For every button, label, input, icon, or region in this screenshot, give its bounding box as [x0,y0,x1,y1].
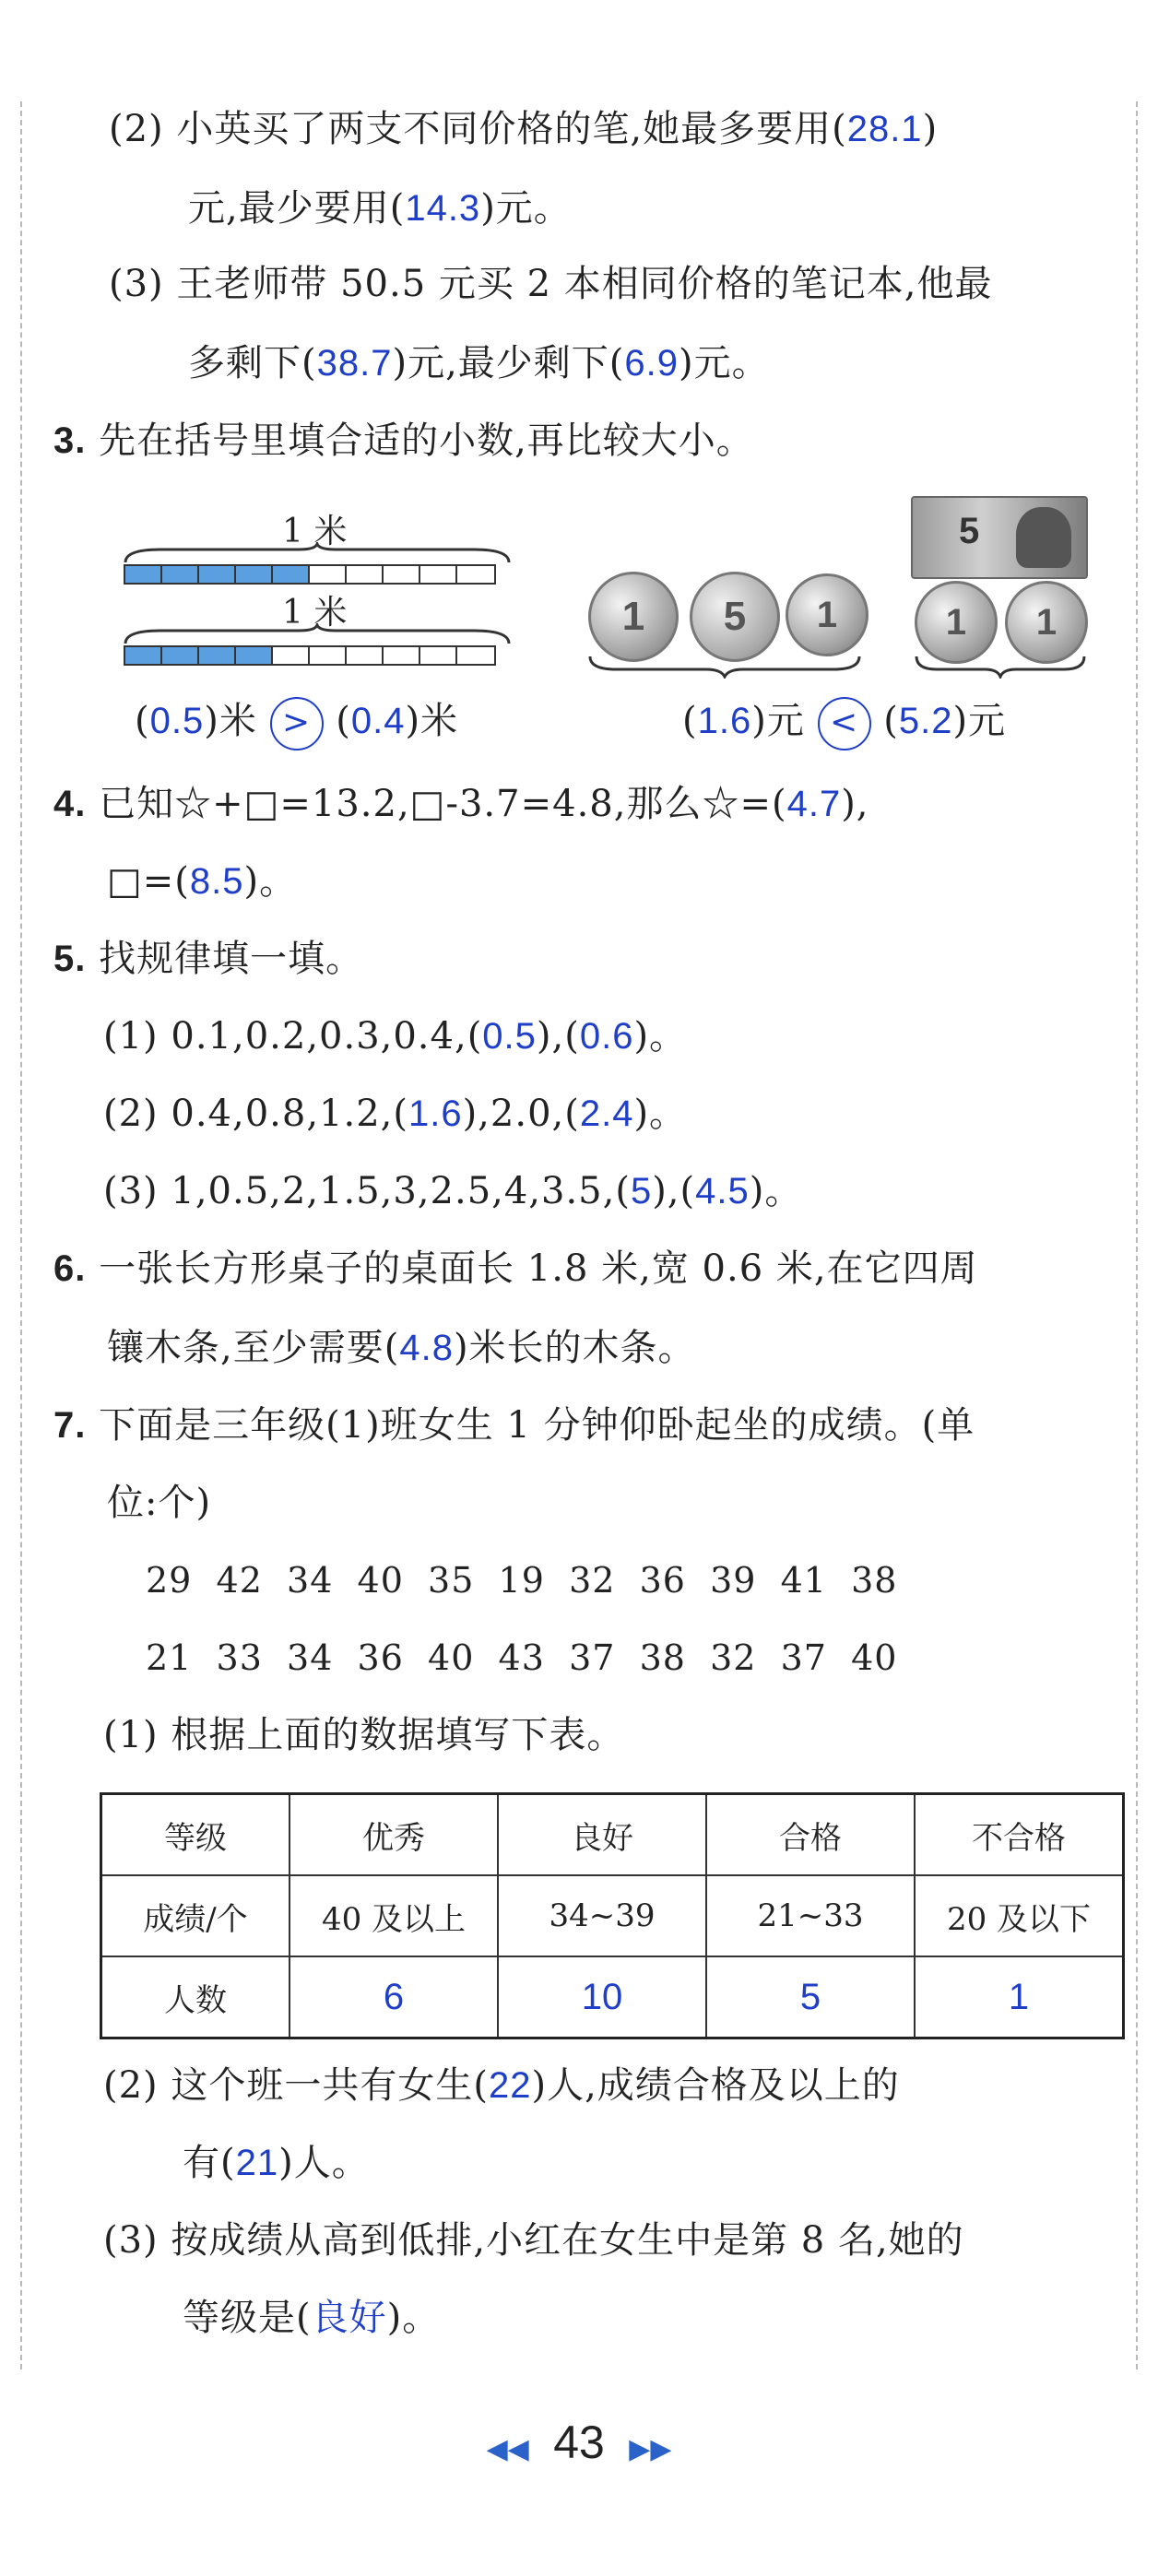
answer: 5.2 [898,701,953,741]
bar-segment-empty [384,647,420,664]
coin-icon: 5 [690,572,780,662]
answer: 8.5 [189,861,244,902]
q7-text: )人。 [278,2142,370,2184]
bar-segment-filled [273,566,310,583]
q4-text: 已知☆+□=13.2,□-3.7=4.8,那么☆=( [99,783,787,825]
q4-line2 [107,854,297,909]
coin-icon: 1 [1005,581,1088,664]
q7-text: )。 [386,2297,441,2339]
table-row [101,1794,1124,1876]
q7-text: 等级是( [183,2297,312,2339]
sequence-text: (3) 1,0.5,2,1.5,3,2.5,4,3.5,( [103,1170,631,1212]
answer: 1.6 [697,701,752,741]
question-number: 6. [53,1248,87,1289]
q3-text: 先在括号里填合适的小数,再比较大小。 [99,419,754,462]
q7-sub3-line1 [103,2213,964,2268]
answer: 4.8 [399,1328,454,1368]
bar-segment-empty [347,566,384,583]
bar-segment-filled [236,647,273,664]
bar-segment-filled [125,566,162,583]
q5-line [53,931,363,987]
q6-line2 [107,1320,696,1376]
sequence-text: ),2.0,( [462,1093,580,1135]
answer: 2.4 [579,1093,634,1134]
bar-segment-empty [457,647,494,664]
bar-segment-empty [384,566,420,583]
q7-data-row2: 21 33 34 36 40 43 37 38 32 37 40 [146,1637,898,1678]
table-cell: 20 及以下 [915,1875,1124,1956]
q7-sub2-line2 [183,2135,370,2191]
q6-line1 [53,1241,978,1296]
q3-line [53,413,754,468]
q2-part2-text: (2) 小英买了两支不同价格的笔,她最多要用( [109,108,847,150]
sequence-text: ),( [652,1170,696,1212]
q6-text: 一张长方形桌子的桌面长 1.8 米,宽 0.6 米,在它四周 [99,1247,978,1290]
q2-part3-text: (3) 王老师带 50.5 元买 2 本相同价格的笔记本,他最 [109,263,993,305]
q2-part2-line2 [188,181,572,236]
table-answer-cell: 5 [706,1956,915,2038]
q2-part3-line2 [188,336,770,391]
table-header-cell: 良好 [498,1794,706,1876]
page-number: 43 [553,2416,605,2468]
table-cell: 40 及以上 [290,1875,498,1956]
q3-left-answer: (0.5)米 > (0.4)米 [135,693,458,750]
page-footer [0,2416,1158,2469]
q7-text: 位:个) [107,1482,212,1524]
q2-part3-text: )元,最少剩下( [392,342,625,384]
sequence-text: )。 [749,1170,803,1212]
coin-icon: 1 [588,572,679,662]
answer: 良好 [311,2297,387,2339]
answer: 6.9 [624,343,679,384]
bar-label-bottom: 1 米 [282,594,348,632]
q5-sequence-2 [103,1086,687,1141]
compare-symbol: < [818,697,871,750]
unit-label: 米 [420,700,459,742]
bar-label-top: 1 米 [282,513,348,550]
right-margin-line [1136,101,1138,2369]
question-number: 5. [53,939,87,979]
bar-brace-bottom [124,623,511,645]
sequence-text: (1) 0.1,0.2,0.3,0.4,( [103,1015,483,1058]
unit-label: 元 [766,700,805,742]
q2-part3-line1 [109,256,992,312]
q7-text: 有( [183,2142,236,2184]
table-row-label: 成绩/个 [101,1875,290,1956]
question-number: 3. [53,420,87,461]
q2-part2-text: ) [922,108,939,150]
table-row-label: 人数 [101,1956,290,2038]
coin-brace-right [915,655,1086,679]
q7-line2 [107,1475,211,1530]
sequence-text: (2) 0.4,0.8,1.2,( [103,1093,408,1135]
q7-sub1: (1) 根据上面的数据填写下表。 [103,1714,625,1756]
bar-segment-filled [199,647,236,664]
unit-label: 米 [219,700,257,742]
coin-icon: 1 [915,581,998,664]
answer: 4.7 [786,784,842,824]
answer: 0.5 [149,701,205,741]
q2-part2-line1 [109,101,938,157]
answer: 0.5 [482,1016,537,1057]
q2-part2-text: 元,最少要用( [188,187,406,230]
bar-segment-filled [125,647,162,664]
table-row [101,1956,1124,2038]
bar-segment-empty [420,647,457,664]
q4-text: □=( [107,860,190,903]
table-answer-cell: 6 [290,1956,498,2038]
q7-line1 [53,1398,975,1453]
banknote-icon [911,496,1088,579]
q7-text: )人,成绩合格及以上的 [531,2064,900,2107]
q2-part3-text: 多剩下( [188,342,317,384]
table-header-cell: 合格 [706,1794,915,1876]
meter-bar-bottom [124,645,496,666]
bar-segment-empty [347,647,384,664]
portrait-icon [1016,507,1071,568]
bar-segment-empty [273,647,310,664]
q4-text: )。 [243,860,298,903]
sequence-text: )。 [633,1015,688,1058]
q3-right-answer: (1.6)元 < (5.2)元 [682,693,1006,750]
next-page-arrows[interactable]: ▶▶ [629,2434,672,2464]
q7-data-row1: 29 42 34 40 35 19 32 36 39 41 38 [146,1560,898,1601]
answer: 14.3 [405,188,481,229]
q4-line1 [53,776,869,832]
q5-sequence-3 [103,1164,802,1219]
answer: 4.5 [695,1171,750,1211]
answer: 22 [488,2065,532,2106]
q2-part3-text: )元。 [679,342,770,384]
answer: 5 [630,1171,653,1211]
bar-segment-empty [310,566,347,583]
bar-segment-filled [199,566,236,583]
q7-text: 下面是三年级(1)班女生 1 分钟仰卧起坐的成绩。(单 [99,1404,975,1447]
q7-sub3-line2 [183,2290,440,2346]
q6-text: 镶木条,至少需要( [107,1327,400,1369]
table-header-cell: 优秀 [290,1794,498,1876]
bar-segment-filled [162,566,199,583]
q4-text: ), [841,783,869,825]
q6-text: )米长的木条。 [453,1327,696,1369]
table-cell: 34~39 [498,1875,706,1956]
bar-segment-filled [162,647,199,664]
bar-brace-top [124,542,511,564]
q5-text: 找规律填一填。 [99,938,364,980]
table-header-cell: 不合格 [915,1794,1124,1876]
bar-segment-empty [457,566,494,583]
bar-segment-empty [310,647,347,664]
sequence-text: ),( [536,1015,580,1058]
answer: 38.7 [316,343,393,384]
q7-text: (2) 这个班一共有女生( [103,2064,489,2107]
q2-part2-text: )元。 [480,187,572,230]
table-header-cell: 等级 [101,1794,290,1876]
table-cell: 21~33 [706,1875,915,1956]
bar-segment-empty [420,566,457,583]
answer: 0.6 [579,1016,634,1057]
bar-segment-filled [236,566,273,583]
compare-symbol: > [270,697,324,750]
table-answer-cell: 1 [915,1956,1124,2038]
answer: 21 [235,2143,279,2183]
q7-sub2-line1 [103,2058,900,2113]
left-margin-line [20,101,22,2369]
question-number: 7. [53,1405,87,1446]
q7-text: (3) 按成绩从高到低排,小红在女生中是第 8 名,她的 [103,2219,964,2262]
coin-brace-left [588,655,861,679]
sequence-text: )。 [633,1093,688,1135]
answer: 28.1 [846,109,923,149]
grades-table [100,1792,1125,2039]
banknote-value: 5 [959,511,980,551]
meter-bar-top [124,564,496,585]
question-number: 4. [53,784,87,824]
table-row [101,1875,1124,1956]
answer: 0.4 [350,701,406,741]
coin-icon: 1 [786,573,868,656]
table-answer-cell: 10 [498,1956,706,2038]
q5-sequence-1 [103,1009,687,1064]
answer: 1.6 [408,1093,463,1134]
prev-page-arrows[interactable]: ◀◀ [486,2434,529,2464]
unit-label: 元 [968,700,1007,742]
